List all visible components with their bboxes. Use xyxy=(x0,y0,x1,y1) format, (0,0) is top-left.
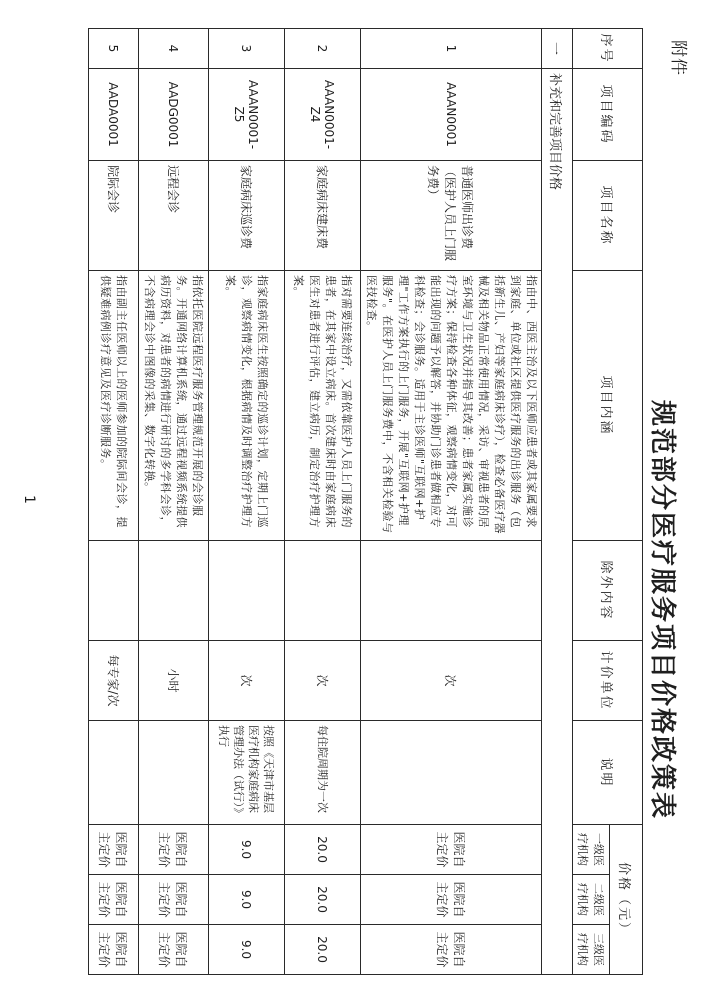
attachment-label: 附件 xyxy=(668,40,688,76)
row-unit: 次 xyxy=(209,641,285,721)
row-exclude xyxy=(209,541,285,641)
row-price-l3: 医院自主定价 xyxy=(89,925,139,975)
row-price-l2: 医院自主定价 xyxy=(89,875,139,925)
row-price-l2: 20.0 xyxy=(285,875,361,925)
row-price-l3: 医院自主定价 xyxy=(139,925,209,975)
header-exclude: 除外内容 xyxy=(573,541,643,641)
row-seq: 3 xyxy=(209,29,285,69)
row-content: 指由副主任医师以上的医师参加的院际间会诊，提供疑难病例诊疗意见及医疗诊断服务。 xyxy=(89,271,139,541)
row-name: 家庭病床建床费 xyxy=(285,161,361,271)
table-row xyxy=(361,29,542,975)
price-policy-table xyxy=(88,28,643,975)
row-code: AAAN0001-Z4 xyxy=(285,69,361,161)
row-price-l2: 9.0 xyxy=(209,875,285,925)
row-note: 每住院周期为一次 xyxy=(285,721,361,825)
row-note xyxy=(139,721,209,825)
row-price-l1: 医院自主定价 xyxy=(139,825,209,875)
header-price-l3: 三级医疗机构 xyxy=(573,925,610,975)
row-price-l1: 20.0 xyxy=(285,825,361,875)
row-content: 指依托医院远程医疗服务管理规范开展的会诊服务。开通网络计算机系统，通过远程视频系统提供病历资料，对患者的病情进行研讨的多学科会诊，不含病理会诊中图像的采集、数字化转换。 xyxy=(139,271,209,541)
row-exclude xyxy=(89,541,139,641)
row-seq: 5 xyxy=(89,29,139,69)
row-price-l2: 医院自主定价 xyxy=(139,875,209,925)
row-price-l2: 医院自主定价 xyxy=(361,875,542,925)
page-title: 规范部分医疗服务项目价格政策表 xyxy=(647,400,677,821)
row-seq: 4 xyxy=(139,29,209,69)
row-price-l1: 9.0 xyxy=(209,825,285,875)
row-content: 指对需要连续治疗，又需依靠医护人员上门服务的患者，在其家中设立病床。首次建床时由家庭病床医生对患者进行评估，建立病历，制定治疗护理方案。 xyxy=(285,271,361,541)
page-number: 1 xyxy=(21,495,37,504)
table-row xyxy=(209,29,285,975)
table-header-row xyxy=(610,29,643,975)
row-note xyxy=(89,721,139,825)
row-note xyxy=(361,721,542,825)
row-content: 指家庭病床医生按照确定的巡诊计划，定期上门巡诊，观察病情变化，根据病情及时调整治疗护理方案。 xyxy=(209,271,285,541)
row-exclude xyxy=(285,541,361,641)
row-price-l1: 医院自主定价 xyxy=(361,825,542,875)
header-price-l1: 一级医疗机构 xyxy=(573,825,610,875)
header-code: 项目编码 xyxy=(573,69,643,161)
row-exclude xyxy=(139,541,209,641)
header-price: 价格（元） xyxy=(610,825,643,975)
row-name: 院际会诊 xyxy=(89,161,139,271)
row-seq: 1 xyxy=(361,29,542,69)
row-price-l3: 医院自主定价 xyxy=(361,925,542,975)
row-price-l1: 医院自主定价 xyxy=(89,825,139,875)
row-name: 普通医师出诊费（医护人员上门服务费） xyxy=(361,161,542,271)
header-content: 项目内涵 xyxy=(573,271,643,541)
header-note: 说明 xyxy=(573,721,643,825)
row-unit: 次 xyxy=(361,641,542,721)
table-row xyxy=(139,29,209,975)
row-price-l3: 20.0 xyxy=(285,925,361,975)
row-unit: 次 xyxy=(285,641,361,721)
row-seq: 2 xyxy=(285,29,361,69)
row-unit: 小时 xyxy=(139,641,209,721)
row-price-l3: 9.0 xyxy=(209,925,285,975)
table-row xyxy=(89,29,139,975)
row-code: AAAN0001-Z5 xyxy=(209,69,285,161)
row-note: 按照《天津市基层医疗机构家庭病床管理办法（试行）》执行 xyxy=(209,721,285,825)
row-exclude xyxy=(361,541,542,641)
header-name: 项目名称 xyxy=(573,161,643,271)
header-price-l2: 二级医疗机构 xyxy=(573,875,610,925)
category-seq: 一 xyxy=(542,29,573,69)
row-name: 家庭病床巡诊费 xyxy=(209,161,285,271)
category-row xyxy=(542,29,573,975)
category-label: 补充和完善项目价格 xyxy=(542,69,573,975)
table-row xyxy=(285,29,361,975)
row-code: AADG0001 xyxy=(139,69,209,161)
header-seq: 序号 xyxy=(573,29,643,69)
row-code: AAAN0001 xyxy=(361,69,542,161)
row-content: 指由中、西医主治及以下医师应患者或其家属要求到家庭、单位或社区提供医疗服务的出诊服务（包括新生儿、产妇等家庭病床诊疗），检查必备医疗器械及相关物品正常使用情况，采访、审视患者的居室环境与卫生状况并指导其改善；患者家属实施诊疗方案；保持检查各种体征，观察病情变化，对可能出现的问题予以解答，并协助门诊患者做相应专科检查；会诊服务。适用于主诊医师"互联网+护理"工作方案执行的上门服务，开展"互联网+护理服务"。在医护人员上门服务费中，不含相关检验与医技检查。 xyxy=(361,271,542,541)
row-name: 远程会诊 xyxy=(139,161,209,271)
row-unit: 每专家/次 xyxy=(89,641,139,721)
header-unit: 计价单位 xyxy=(573,641,643,721)
row-code: AADA0001 xyxy=(89,69,139,161)
